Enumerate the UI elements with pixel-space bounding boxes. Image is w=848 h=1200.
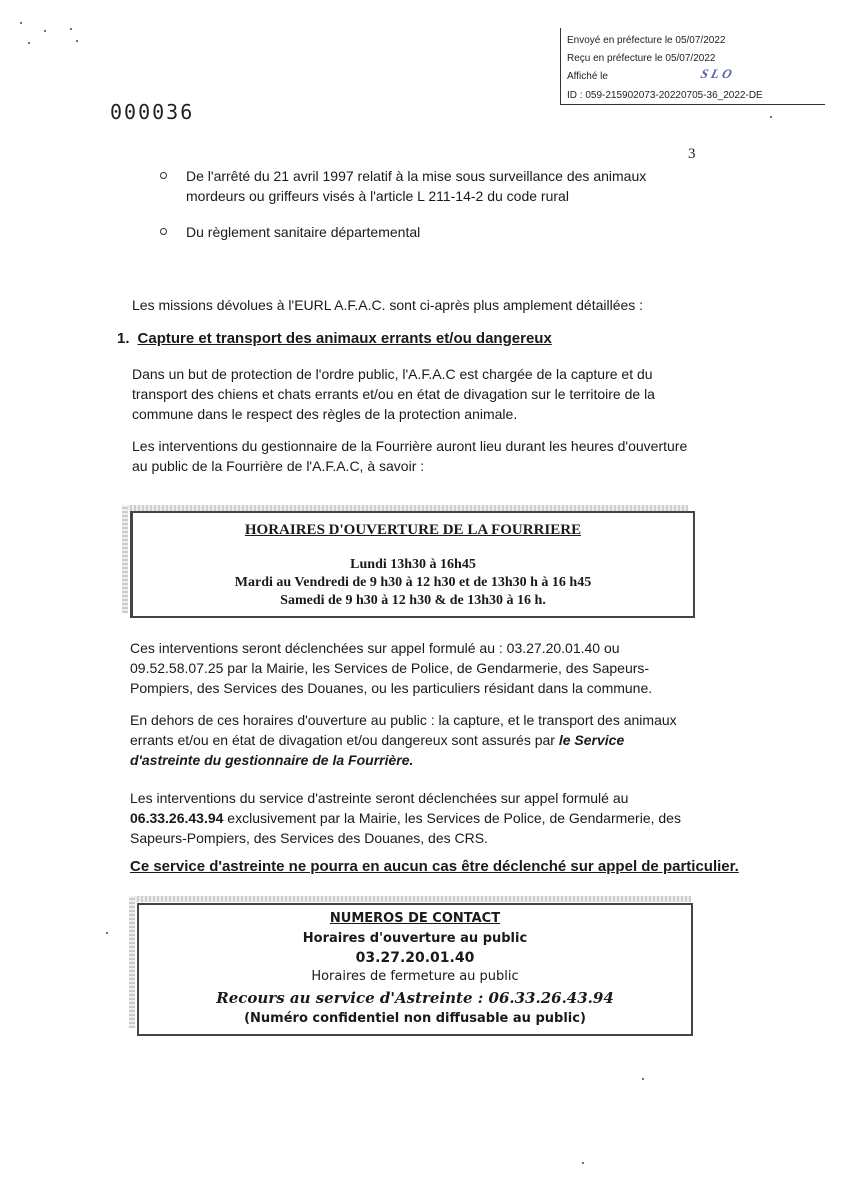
paragraph-after-hours	[130, 710, 698, 770]
scan-speck	[70, 28, 72, 30]
scan-speck	[770, 116, 772, 118]
box-shadow	[129, 896, 691, 902]
scan-speck	[44, 30, 46, 32]
hours-saturday: Samedi de 9 h30 à 12 h30 & de 13h30 à 16 h.	[280, 593, 546, 608]
paragraph-capture: Dans un but de protection de l'ordre public, l'A.F.A.C est chargée de la capture et du transport des chiens et chats errants et/ou en état de divagation sur le territoire de la commune dans le respect des règles de la protection animale.	[132, 366, 655, 422]
section-number: 1.	[117, 330, 130, 347]
scan-speck	[106, 932, 108, 934]
astreinte-text: Les interventions du service d'astreinte seront déclenchées sur appel formulé au	[130, 790, 629, 806]
hours-title: HORAIRES D'OUVERTURE DE LA FOURRIERE	[244, 522, 582, 538]
contact-note: (Numéro confidentiel non diffusable au public)	[244, 1011, 586, 1026]
box-shadow	[129, 896, 135, 1028]
hours-weekdays: Mardi au Vendredi de 9 h30 à 12 h30 et de 13h30 h à 16 h45	[234, 575, 592, 590]
page-number: 3	[688, 146, 696, 162]
prefecture-stamp	[560, 28, 825, 105]
stamp-received-date: Reçu en préfecture le 05/07/2022	[567, 53, 716, 64]
scan-speck	[76, 40, 78, 42]
list-item	[186, 166, 706, 206]
contact-box	[137, 903, 693, 1036]
intro-paragraph: Les missions dévolues à l'EURL A.F.A.C. sont ci-après plus amplement détaillées :	[132, 297, 644, 313]
paragraph-hours-intro: Les interventions du gestionnaire de la Fourrière auront lieu durant les heures d'ouverture au public de la Fourrière de l'A.F.A.C, à savoir :	[132, 438, 688, 474]
contact-title: NUMEROS DE CONTACT	[329, 911, 501, 926]
bullet-text: De l'arrêté du 21 avril 1997 relatif à la mise sous surveillance des animaux mordeurs ou griffeurs visés à l'article L 211-14-2 du code rural	[186, 168, 647, 204]
stamp-sent-date: Envoyé en préfecture le 05/07/2022	[567, 35, 726, 46]
list-item	[186, 222, 706, 242]
paragraph-calls: Ces interventions seront déclenchées sur appel formulé au : 03.27.20.01.40 ou 09.52.58.07.25 par la Mairie, les Services de Police, de Gendarmerie, des Sapeurs-Pompiers, des Services des Douanes, ou les particuliers résidant dans la commune.	[130, 640, 653, 696]
scan-speck	[20, 22, 22, 24]
scan-speck	[642, 1078, 644, 1080]
scan-speck	[582, 1162, 584, 1164]
scan-speck	[28, 42, 30, 44]
contact-open-label: Horaires d'ouverture au public	[302, 931, 528, 946]
contact-closed-label: Horaires de fermeture au public	[311, 969, 519, 984]
bullet-icon	[160, 228, 167, 235]
bullet-text: Du règlement sanitaire départemental	[186, 224, 421, 240]
warning-notice: Ce service d'astreinte ne pourra en aucun cas être déclenché sur appel de particulier.	[130, 858, 739, 875]
astreinte-text-end: exclusivement par la Mairie, les Services de Police, de Gendarmerie, des Sapeurs-Pompiers, des Services des Douanes, des CRS.	[130, 810, 681, 846]
box-shadow	[122, 505, 128, 613]
after-hours-service: le Service d'astreinte du gestionnaire de la Fourrière.	[130, 732, 625, 768]
hours-monday: Lundi 13h30 à 16h45	[350, 557, 476, 572]
after-hours-text: En dehors de ces horaires d'ouverture au public : la capture, et le transport des animaux errants et/ou en état de divagation et/ou dangereux sont assurés par	[130, 712, 677, 748]
stamp-posted: Affiché le	[567, 71, 608, 82]
opening-hours-box	[130, 511, 695, 618]
contact-astreinte: Recours au service d'Astreinte : 06.33.26.43.94	[216, 989, 614, 1007]
section-heading	[117, 330, 552, 347]
document-number: 000036	[110, 100, 195, 124]
section-title: Capture et transport des animaux errants et/ou dangereux	[137, 330, 552, 347]
signature-mark: SLO	[699, 66, 737, 81]
bullet-icon	[160, 172, 167, 179]
astreinte-phone: 06.33.26.43.94	[130, 810, 224, 826]
paragraph-astreinte	[130, 788, 700, 848]
stamp-id: ID : 059-215902073-20220705-36_2022-DE	[567, 90, 763, 101]
contact-open-phone: 03.27.20.01.40	[355, 950, 475, 966]
